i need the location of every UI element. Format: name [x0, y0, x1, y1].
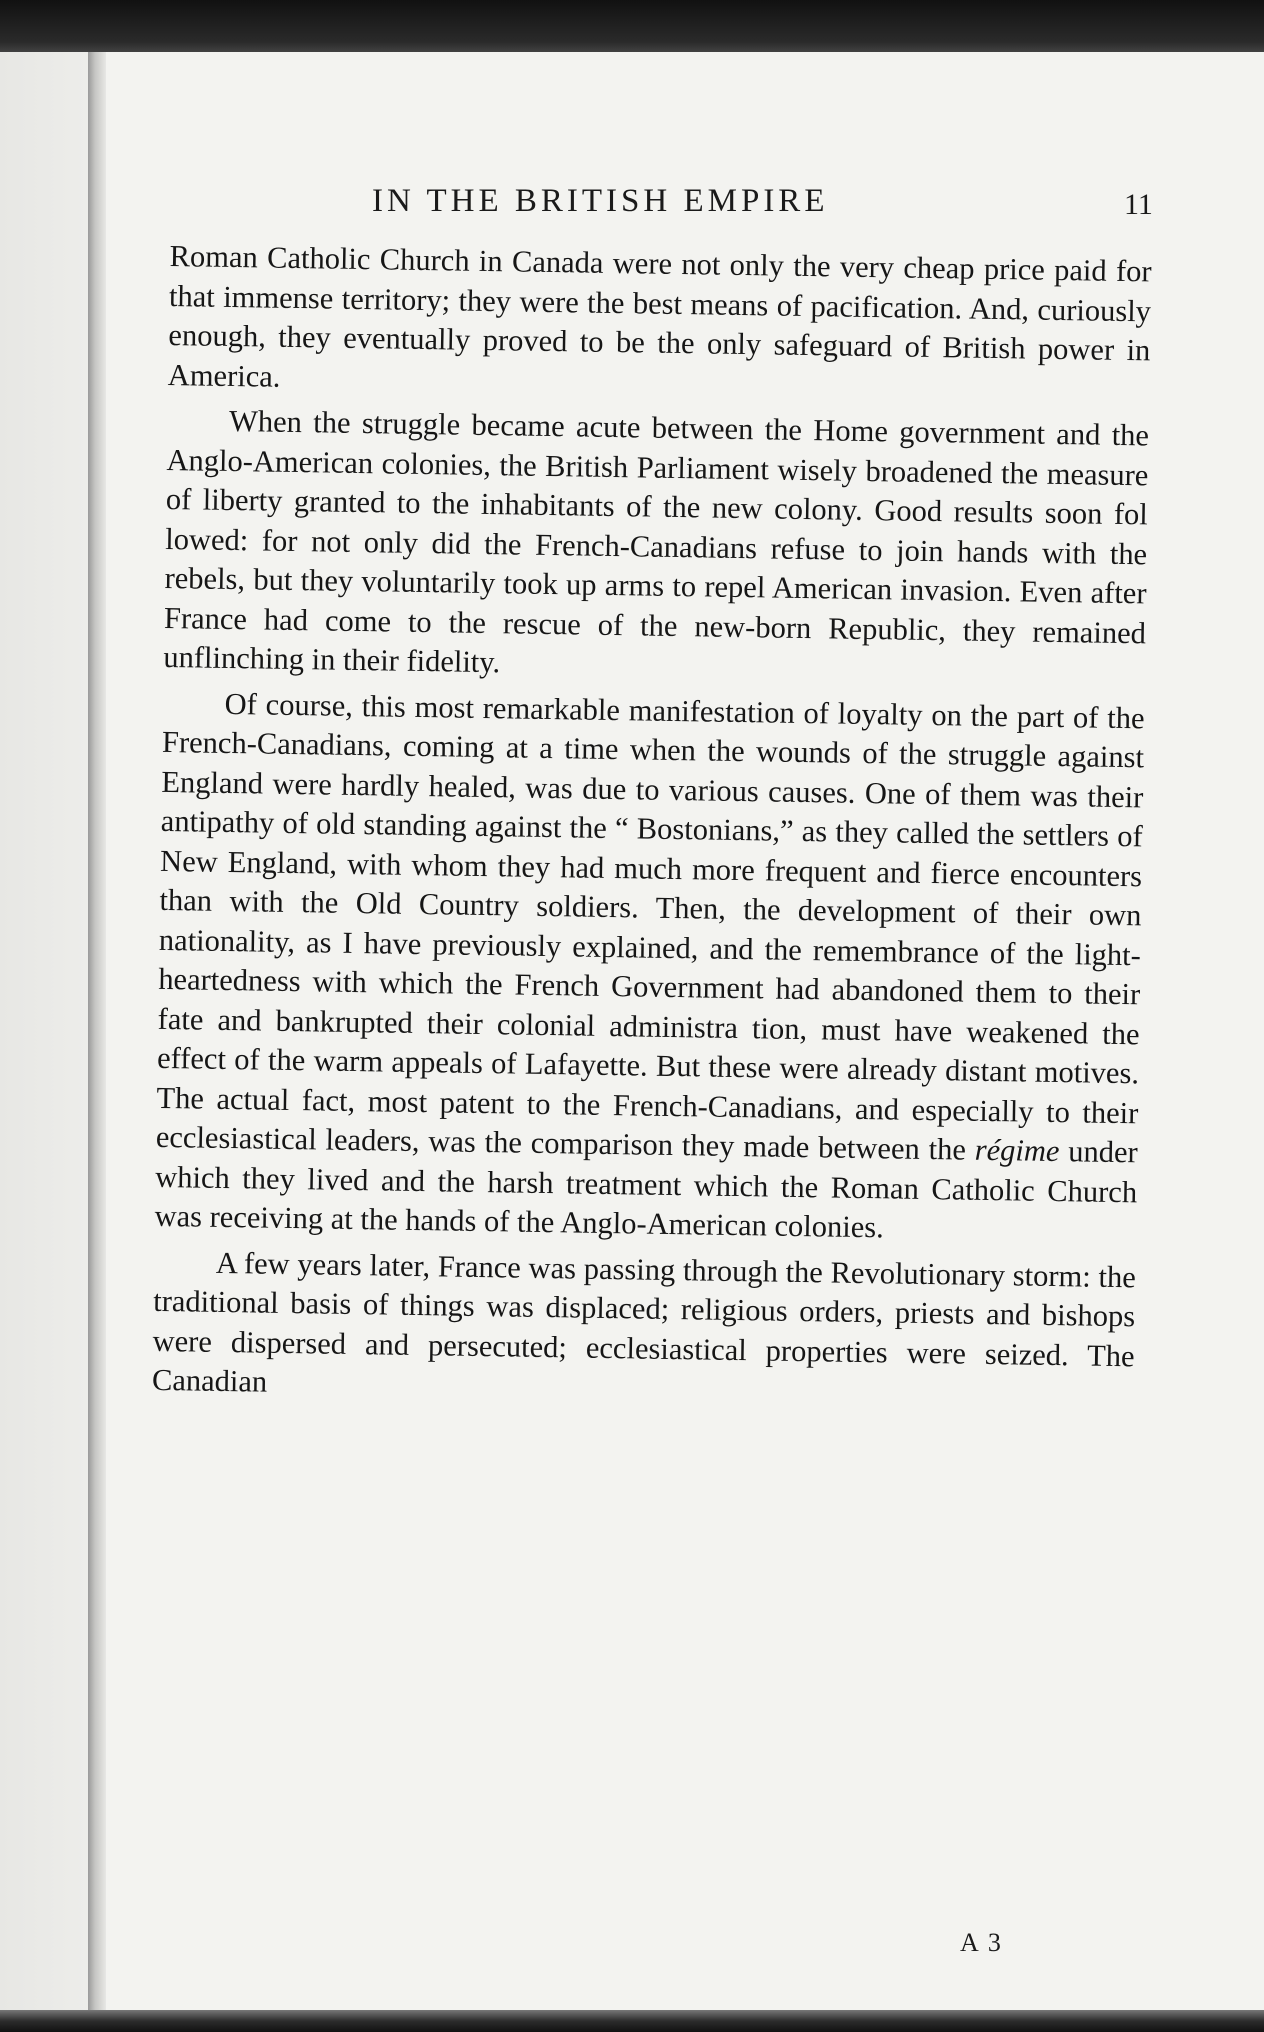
page-gutter [0, 52, 88, 2010]
page-number: 11 [1124, 188, 1153, 221]
paragraph-1: Roman Catholic Church in Canada were not only the very cheap price paid for that immense territory; they were the best means of pacification. And, curiously enough, they eventually proved to be the only safeguard of British power in America. [167, 238, 1152, 394]
book-page [0, 52, 1264, 2010]
scan-bottom-border [0, 2010, 1264, 2032]
scan-top-border [0, 0, 1264, 60]
binding-shadow [88, 52, 106, 2010]
paragraph-3-text-end: under which they lived and the harsh treatment which the Roman Catholic Church was receiving at the hands of the Anglo-American colonies. [154, 1134, 1139, 1245]
italic-regime: régime [974, 1132, 1060, 1169]
paragraph-4: A few years later, France was passing through the Revolutionary storm: the traditional basis of things was displaced; religious orders, priests and bishops were dispersed and persecuted; ecclesiastical properties were seized. The Canadian [151, 1245, 1137, 1399]
paragraph-3 [154, 683, 1145, 1251]
page-body [152, 237, 1152, 1422]
paragraph-2: When the struggle became acute between the Home government and the Anglo-American colonies, the British Parliament wisely broadened the measure of liberty granted to the inhabitants of the new colony. Good results soon fol lowed: for not only did the French-Canadians refuse to join hands with the rebels, but they voluntarily took up arms to repel American invasion. Even after France had come to the rescue of the new-born Republic, they remained unflinching in their fidelity. [163, 403, 1150, 680]
signature-mark: A 3 [960, 1928, 1003, 1957]
running-head: IN THE BRITISH EMPIRE [372, 183, 829, 219]
paragraph-3-text-start: Of course, this most remarkable manifestation of loyalty on the part of the French-Canadians, coming at a time when the wounds of the struggle against England were hardly healed, was due to various causes. One of them was their antipathy of old standing against the “ Bostonians,” as they called the settlers of New England, with whom they had much more frequent and fierce encounters than with the Old Country soldiers. Then, the development of their own nationality, as I have previously explained, and the remembrance of the light-heartedness with which the French Government had abandoned them to their fate and bankrupted their colonial administra tion, must have weakened the effect of the warm appeals of Lafayette. But these were already distant motives. The actual fact, most patent to the French-Canadians, and especially to their ecclesiastical leaders, was the comparison they made between the [155, 686, 1145, 1167]
